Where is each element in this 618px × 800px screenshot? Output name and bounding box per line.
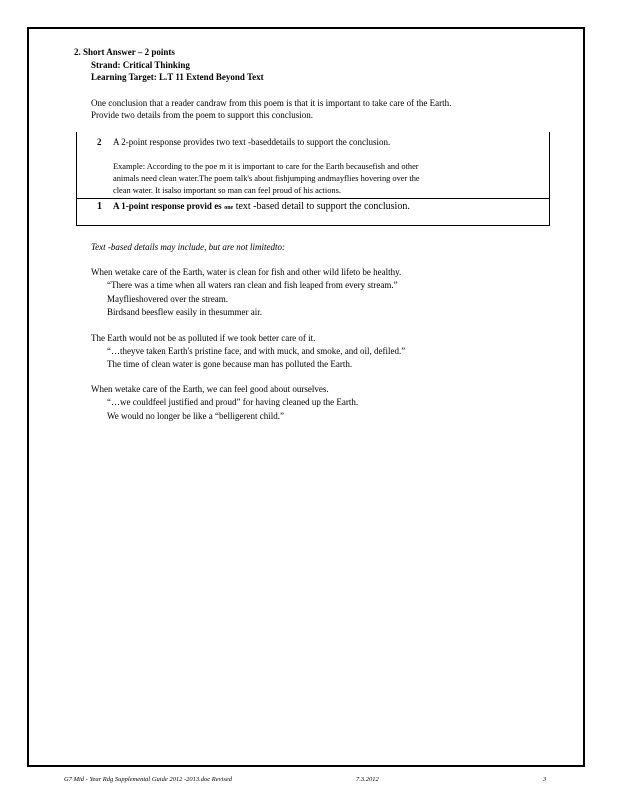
strand-line: Strand: Critical Thinking	[91, 60, 190, 70]
rubric-left-border	[76, 132, 77, 226]
group-3-bullet-1	[91, 397, 358, 407]
group-3-bullet-2	[91, 411, 284, 421]
learning-target-line: Learning Target: L.T 11 Extend Beyond Text	[91, 72, 264, 82]
group-1-heading: When wetake care of the Earth, water is clean for fish and other wild lifeto be healthy.	[91, 267, 402, 277]
rubric-score-2: 2	[97, 137, 102, 147]
rubric-example-line-3: clean water. It isalso important so man can feel proud of his actions.	[113, 186, 341, 195]
prompt-line-1: One conclusion that a reader candraw from this poem is that it is important to take care of the Earth.	[91, 98, 452, 108]
list-item: “There was a time when all waters ran clean and fish leaped from every stream.”	[107, 280, 398, 290]
group-2-bullet-1	[91, 346, 405, 356]
details-intro: Text -based details may include, but are not limitedto:	[91, 242, 286, 252]
rubric-row-1-rest: text -based detail to support the conclusion.	[235, 201, 410, 212]
group-1-bullet-3	[91, 307, 262, 317]
group-1-bullet-2	[91, 294, 228, 304]
rubric-row-1-one: one	[224, 205, 234, 211]
group-2-heading: The Earth would not be as polluted if we took better care of it.	[91, 333, 316, 343]
list-item: We would no longer be like a “belligerent child.”	[107, 411, 284, 421]
rubric-bottom-border	[76, 225, 550, 226]
list-item: “…we couldfeel justified and proud” for having cleaned up the Earth.	[107, 397, 359, 407]
list-item: Mayflieshovered over the stream.	[107, 294, 228, 304]
rubric-example-line-1: Example: According to the poe m it is important to care for the Earth becausefish and other	[113, 162, 419, 171]
list-item: “…theyve taken Earth's pristine face, and with muck, and smoke, and oil, defiled.”	[107, 346, 406, 356]
footer-page-number: 3	[543, 776, 547, 783]
group-2-bullet-2	[91, 359, 352, 369]
rubric-divider	[76, 198, 550, 199]
group-1-bullet-1	[91, 280, 398, 290]
footer-date: 7.3.2012	[356, 776, 379, 783]
prompt-line-2: Provide two details from the poem to support this conclusion.	[91, 110, 313, 120]
group-3-heading: When wetake care of the Earth, we can feel good about ourselves.	[91, 384, 329, 394]
question-title: 2. Short Answer – 2 points	[74, 47, 175, 57]
rubric-row-2-text: A 2-point response provides two text -baseddetails to support the conclusion.	[113, 137, 391, 147]
rubric-row-1-lead: A 1-point response provid es	[113, 201, 222, 211]
rubric-right-border	[549, 132, 550, 226]
footer-filename: G7 Mid - Year Rdg Supplemental Guide 2012 -2013.doc Revised	[64, 776, 233, 783]
rubric-score-1: 1	[97, 201, 102, 212]
rubric-example-line-2: animals need clean water.The poem talk's about fishjumping andmayflies hovering over the	[113, 174, 420, 183]
list-item: Birdsand beesflew easily in thesummer air.	[107, 307, 262, 317]
rubric-row-1-text	[113, 201, 410, 212]
list-item: The time of clean water is gone because man has polluted the Earth.	[107, 359, 353, 369]
